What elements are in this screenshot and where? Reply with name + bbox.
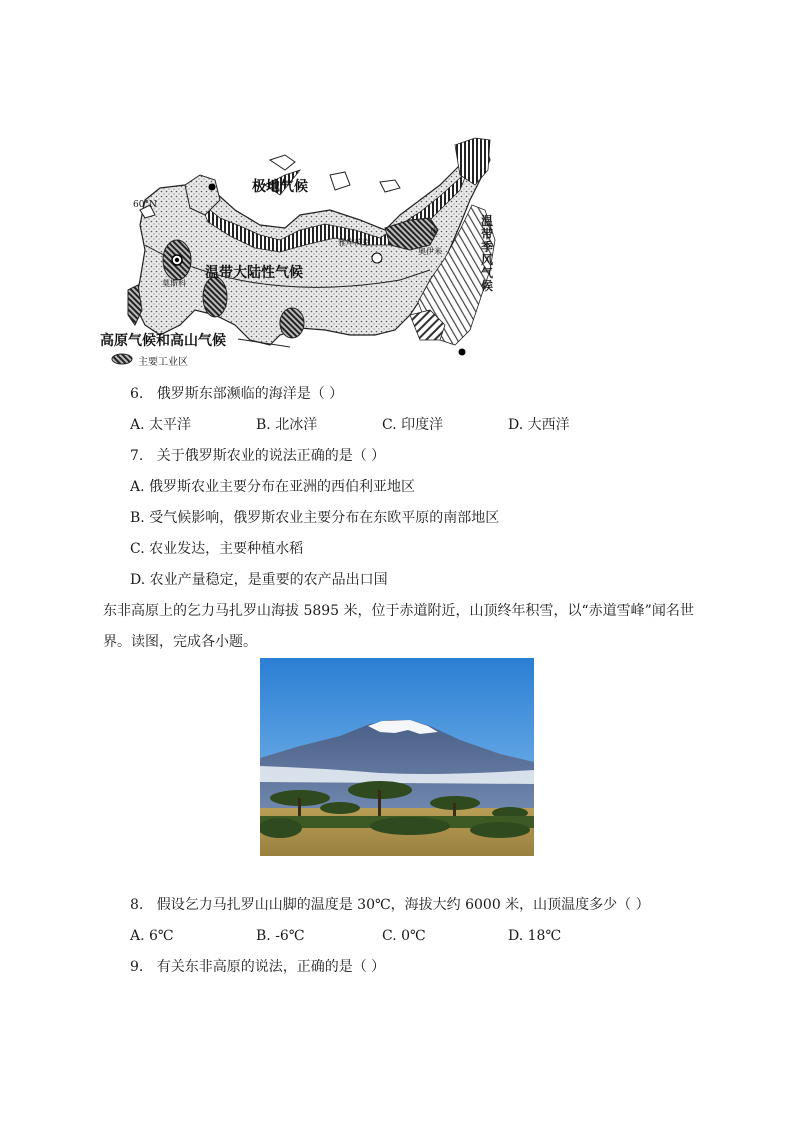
option-7a: A. 俄罗斯农业主要分布在亚洲的西伯利亚地区 bbox=[130, 479, 416, 495]
question-stem: 有关东非高原的说法，正确的是（ ） bbox=[156, 959, 386, 975]
city-a-label: 康 bbox=[430, 227, 438, 236]
option-6d: D. 大西洋 bbox=[508, 417, 570, 433]
question-number: 9. bbox=[130, 959, 144, 975]
industry-volga bbox=[203, 277, 227, 317]
option-8c: C. 0℃ bbox=[382, 928, 426, 944]
option-8b: B. -6℃ bbox=[256, 928, 305, 944]
question-6 bbox=[130, 384, 343, 404]
polar-climate-label: 极地气候 bbox=[252, 179, 308, 195]
question-number: 8. bbox=[130, 897, 144, 913]
option-6a: A. 太平洋 bbox=[130, 417, 192, 433]
option-7c: C. 农业发达，主要种植水稻 bbox=[130, 541, 304, 557]
legend-swatch bbox=[112, 354, 132, 364]
option-7b: B. 受气候影响，俄罗斯农业主要分布在东欧平原的南部地区 bbox=[130, 510, 500, 526]
yakutsk-label: 雅库茨克 bbox=[338, 238, 370, 247]
question-stem: 俄罗斯东部濒临的海洋是（ ） bbox=[156, 386, 344, 402]
russia-climate-map bbox=[100, 130, 520, 370]
option-7d: D. 农业产量稳定，是重要的农产品出口国 bbox=[130, 572, 388, 588]
industry-south bbox=[280, 308, 304, 338]
question-stem: 关于俄罗斯农业的说法正确的是（ ） bbox=[156, 448, 386, 464]
highland-climate-label: 高原气候和高山气候 bbox=[100, 333, 226, 349]
question-7 bbox=[130, 446, 385, 466]
option-6c: C. 印度洋 bbox=[382, 417, 444, 433]
option-6b: B. 北冰洋 bbox=[256, 417, 318, 433]
question-number: 7. bbox=[130, 448, 144, 464]
monsoon-climate-label: 温带季风气候 bbox=[480, 214, 493, 293]
question-8 bbox=[130, 895, 650, 915]
moscow-label: 莫斯科 bbox=[162, 279, 186, 288]
passage-line-1: 东非高原上的乞力马扎罗山海拔 5895 米，位于赤道附近，山顶终年积雪，以“赤道雪峰”闻名世 bbox=[103, 603, 694, 619]
temperate-continental-label: 温带大陆性气候 bbox=[205, 265, 303, 281]
question-stem: 假设乞力马扎罗山山脚的温度是 30℃，海拔大约 6000 米，山顶温度多少（ ） bbox=[156, 897, 650, 913]
option-8a: A. 6℃ bbox=[130, 928, 174, 944]
passage-line-2: 界。读图，完成各小题。 bbox=[103, 634, 257, 650]
kilimanjaro-photo bbox=[260, 658, 534, 856]
city-b-label: 奥伊米 bbox=[418, 247, 442, 256]
city-marker-yakutsk bbox=[372, 253, 382, 263]
photo-graphic bbox=[260, 658, 534, 856]
latitude-label: 60°N bbox=[133, 200, 157, 210]
question-9 bbox=[130, 957, 385, 977]
legend-label: 主要工业区 bbox=[138, 357, 188, 368]
option-8d: D. 18℃ bbox=[508, 928, 562, 944]
question-number: 6. bbox=[130, 386, 144, 402]
